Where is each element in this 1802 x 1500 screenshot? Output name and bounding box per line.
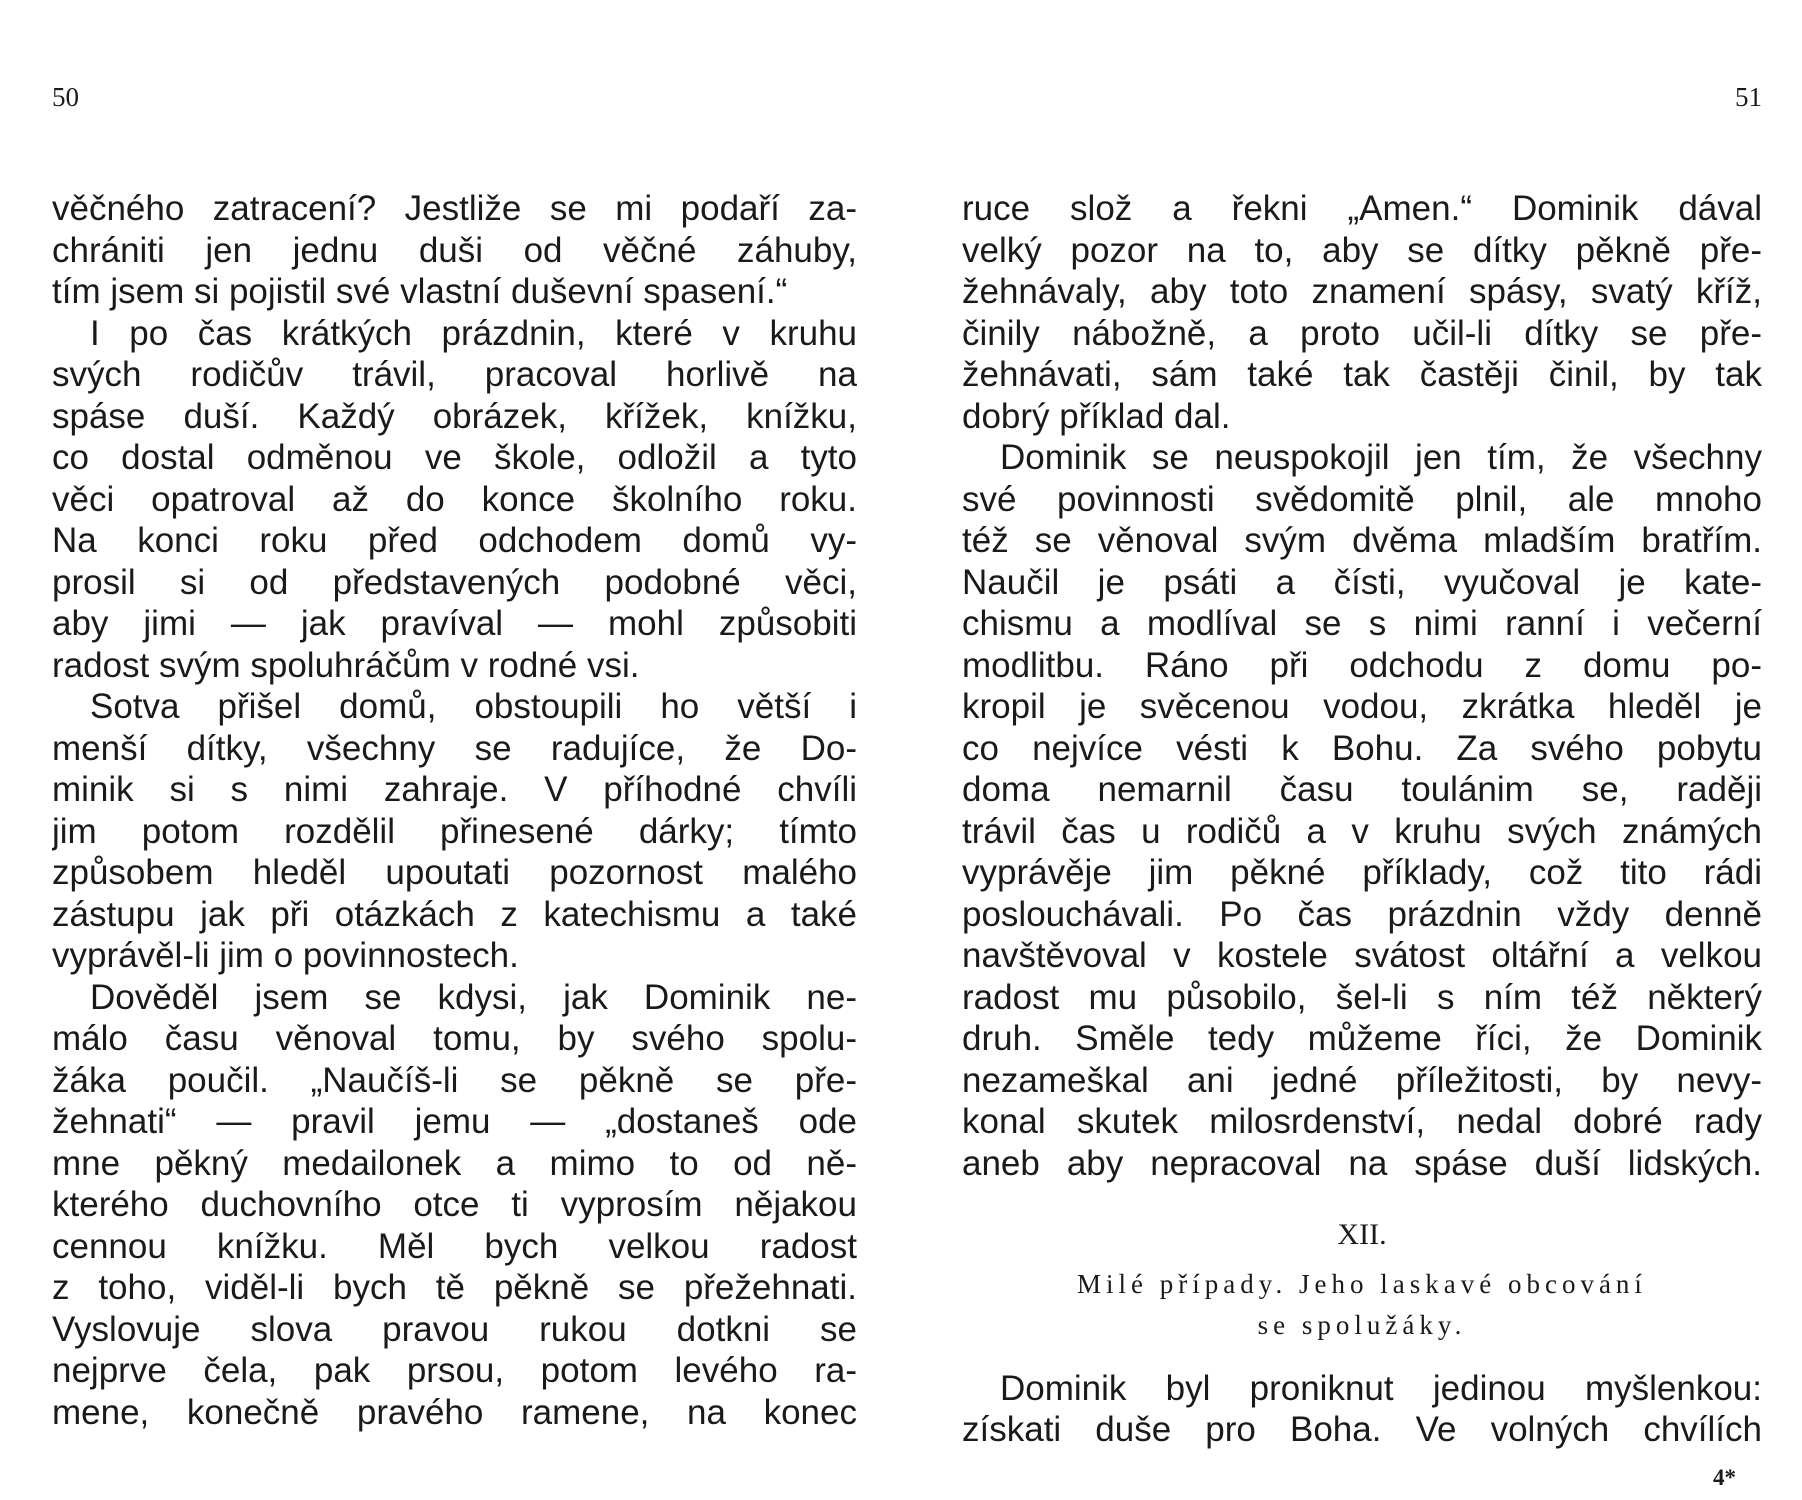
text-line: své povinnosti svědomitě plnil, ale mnoho [962, 479, 1762, 519]
text-line: z toho, viděl-li bych tě pěkně se přežehnati. [52, 1268, 857, 1307]
text-line: trávil čas u rodičů a v kruhu svých známých [962, 811, 1762, 851]
text-line: mene, konečně pravého ramene, na konec [52, 1392, 857, 1432]
text-line: modlitbu. Ráno při odchodu z domu po- [962, 645, 1762, 685]
text-line: nejprve čela, pak prsou, potom levého ra- [52, 1351, 857, 1390]
text-line: dobrý příklad dal. [962, 396, 1231, 436]
text-line: Dominik se neuspokojil jen tím, že všechny [1000, 438, 1762, 477]
text-line: žehnávaly, aby toto znamení spásy, svatý kříž, [962, 272, 1762, 311]
text-line: kropil je svěcenou vodou, zkrátka hleděl je [962, 687, 1762, 726]
page-number-left: 50 [52, 82, 79, 112]
text-line: Naučil je psáti a čísti, vyučoval je kate- [962, 562, 1762, 602]
text-line: minik si s nimi zahraje. V příhodné chvíli [52, 770, 857, 809]
text-line: chismu a modlíval se s nimi ranní i večerní [962, 604, 1762, 643]
text-line: Vyslovuje slova pravou rukou dotkni se [52, 1309, 857, 1349]
text-line: svých rodičův trávil, pracoval horlivě na [52, 355, 857, 394]
text-line: konal skutek milosrdenství, nedal dobré rady [962, 1102, 1762, 1141]
text-line: chrániti jen jednu duši od věčné záhuby, [52, 230, 857, 270]
text-line: Na konci roku před odchodem domů vy- [52, 521, 857, 560]
signature-mark: 4* [1713, 1465, 1736, 1490]
text-line: Dověděl jsem se kdysi, jak Dominik ne- [90, 977, 857, 1017]
text-line: získati duše pro Boha. Ve volných chvílích [962, 1410, 1762, 1449]
text-line: žehnati“ — pravil jemu — „dostaneš ode [52, 1102, 857, 1141]
text-line: žehnávati, sám také tak častěji činil, by tak [962, 355, 1762, 394]
right-page-text [962, 188, 1762, 1451]
text-line: prosil si od představených podobné věci, [52, 562, 857, 602]
text-line: vyprávěl-li jim o povinnostech. [52, 936, 519, 975]
text-line: ruce slož a řekni „Amen.“ Dominik dával [962, 189, 1762, 228]
text-line: radost mu působilo, šel-li s ním též některý [962, 977, 1762, 1017]
text-line: navštěvoval v kostele svátost oltářní a velkou [962, 936, 1762, 975]
text-line: I po čas krátkých prázdnin, které v kruhu [90, 313, 857, 353]
text-line: co dostal odměnou ve škole, odložil a tyto [52, 438, 857, 477]
text-line: spáse duší. Každý obrázek, křížek, knížku, [52, 396, 857, 436]
text-line: aby jimi — jak pravíval — mohl způsobiti [52, 604, 857, 643]
text-line: jim potom rozdělil přinesené dárky; tímto [52, 811, 857, 851]
text-line: co nejvíce vésti k Bohu. Za svého pobytu [962, 728, 1762, 768]
text-line: věčného zatracení? Jestliže se mi podaří za- [52, 189, 857, 228]
chapter-subtitle-line: Milé případy. Jeho laskavé obcování [1077, 1268, 1647, 1299]
text-line: žáka poučil. „Naučíš-li se pěkně se pře- [52, 1060, 857, 1100]
text-line: mne pěkný medailonek a mimo to od ně- [52, 1143, 857, 1183]
text-line: též se věnoval svým dvěma mladším bratřím. [962, 521, 1762, 560]
text-line: zástupu jak při otázkách z katechismu a také [52, 894, 857, 934]
text-line: málo času věnoval tomu, by svého spolu- [52, 1019, 857, 1058]
text-line: věci opatroval až do konce školního roku. [52, 479, 857, 519]
right-page [962, 0, 1762, 1500]
text-line: kterého duchovního otce ti vyprosím nějakou [52, 1185, 857, 1224]
text-line: tím jsem si pojistil své vlastní duševní spasení.“ [52, 272, 788, 311]
text-line: poslouchávali. Po čas prázdnin vždy denně [962, 894, 1762, 934]
chapter-subtitle-line: se spolužáky. [1257, 1309, 1467, 1340]
chapter-numeral: XII. [1337, 1218, 1387, 1251]
text-line: menší dítky, všechny se radujíce, že Do- [52, 728, 857, 768]
text-line: druh. Směle tedy můžeme říci, že Dominik [962, 1019, 1762, 1058]
text-line: Dominik byl proniknut jedinou myšlenkou: [1000, 1368, 1762, 1408]
left-page-text [52, 188, 857, 1433]
left-page [52, 0, 857, 1500]
text-line: radost svým spoluhráčům v rodné vsi. [52, 645, 640, 685]
text-line: velký pozor na to, aby se dítky pěkně pře- [962, 230, 1762, 270]
text-line: Sotva přišel domů, obstoupili ho větší i [90, 687, 857, 726]
text-line: činily nábožně, a proto učil-li dítky se pře- [962, 313, 1762, 353]
text-line: vyprávěje jim pěkné příklady, což tito rádi [962, 853, 1762, 892]
text-line: aneb aby nepracoval na spáse duší lidských. [962, 1143, 1762, 1183]
text-line: doma nemarnil času toulánim se, raději [962, 770, 1762, 809]
text-line: způsobem hleděl upoutati pozornost malého [52, 853, 857, 892]
text-line: nezameškal ani jedné příležitosti, by nevy- [962, 1060, 1762, 1100]
text-line: cennou knížku. Měl bych velkou radost [52, 1226, 857, 1266]
page-number-right: 51 [1735, 82, 1762, 112]
